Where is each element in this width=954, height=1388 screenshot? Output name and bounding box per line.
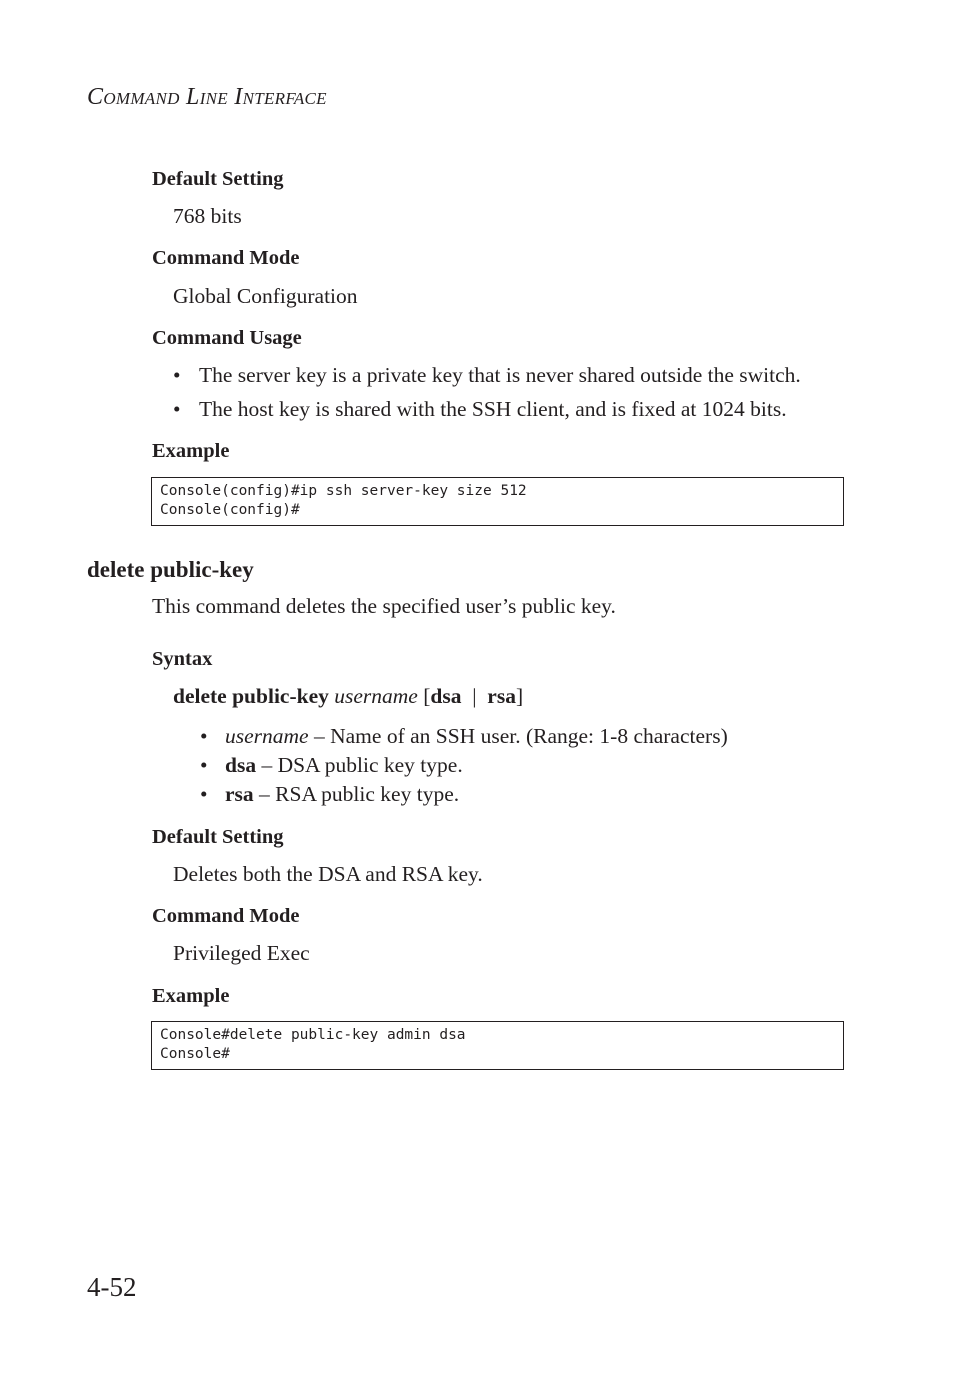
header-smallcaps: NTERFACE [242, 89, 327, 108]
syntax-opt-rsa: rsa [487, 684, 516, 708]
default-setting-value: 768 bits [173, 204, 242, 228]
syntax-separator: | [472, 684, 477, 708]
bullet-icon: • [200, 724, 208, 748]
syntax-bracket: ] [515, 684, 524, 708]
command-mode-value: Global Configuration [173, 284, 358, 308]
example-code-block: Console#delete public-key admin dsa Console# [151, 1021, 844, 1070]
param-term: username [225, 724, 309, 748]
example-heading: Example [152, 985, 230, 1007]
header-cap: C [87, 84, 104, 110]
bullet-icon: • [173, 397, 181, 421]
example-code-block: Console(config)#ip ssh server-key size 512 Console(config)# [151, 477, 844, 526]
default-setting-value: Deletes both the DSA and RSA key. [173, 862, 483, 886]
param-term: rsa [225, 782, 254, 806]
syntax-param: username [334, 684, 418, 708]
header-cap: I [234, 84, 243, 110]
example-heading: Example [152, 440, 230, 462]
bullet-icon: • [200, 753, 208, 777]
running-header [87, 84, 327, 111]
page-number: 4-52 [87, 1272, 137, 1302]
bullet-icon: • [200, 782, 208, 806]
usage-bullet-text: The host key is shared with the SSH client, and is fixed at 1024 bits. [199, 397, 787, 421]
syntax-heading: Syntax [152, 648, 213, 670]
bullet-icon: • [173, 363, 181, 387]
header-cap: L [186, 84, 200, 110]
syntax-bracket: [ [423, 684, 431, 708]
default-setting-heading: Default Setting [152, 168, 284, 190]
command-mode-value: Privileged Exec [173, 941, 310, 965]
param-term: dsa [225, 753, 257, 777]
param-desc: – RSA public key type. [253, 782, 460, 806]
syntax-opt-dsa: dsa [430, 684, 462, 708]
command-mode-heading: Command Mode [152, 247, 300, 269]
param-desc: – Name of an SSH user. (Range: 1-8 characters) [308, 724, 728, 748]
syntax-command: delete public-key [173, 684, 329, 708]
default-setting-heading: Default Setting [152, 826, 284, 848]
param-desc: – DSA public key type. [256, 753, 463, 777]
section-description: This command deletes the specified user’s public key. [152, 594, 616, 618]
header-smallcaps: INE [199, 89, 228, 108]
command-usage-heading: Command Usage [152, 327, 302, 349]
syntax-line [173, 684, 523, 709]
usage-bullet-text: The server key is a private key that is never shared outside the switch. [199, 363, 801, 387]
section-title: delete public-key [87, 557, 254, 582]
header-smallcaps: OMMAND [103, 89, 180, 108]
command-mode-heading: Command Mode [152, 905, 300, 927]
